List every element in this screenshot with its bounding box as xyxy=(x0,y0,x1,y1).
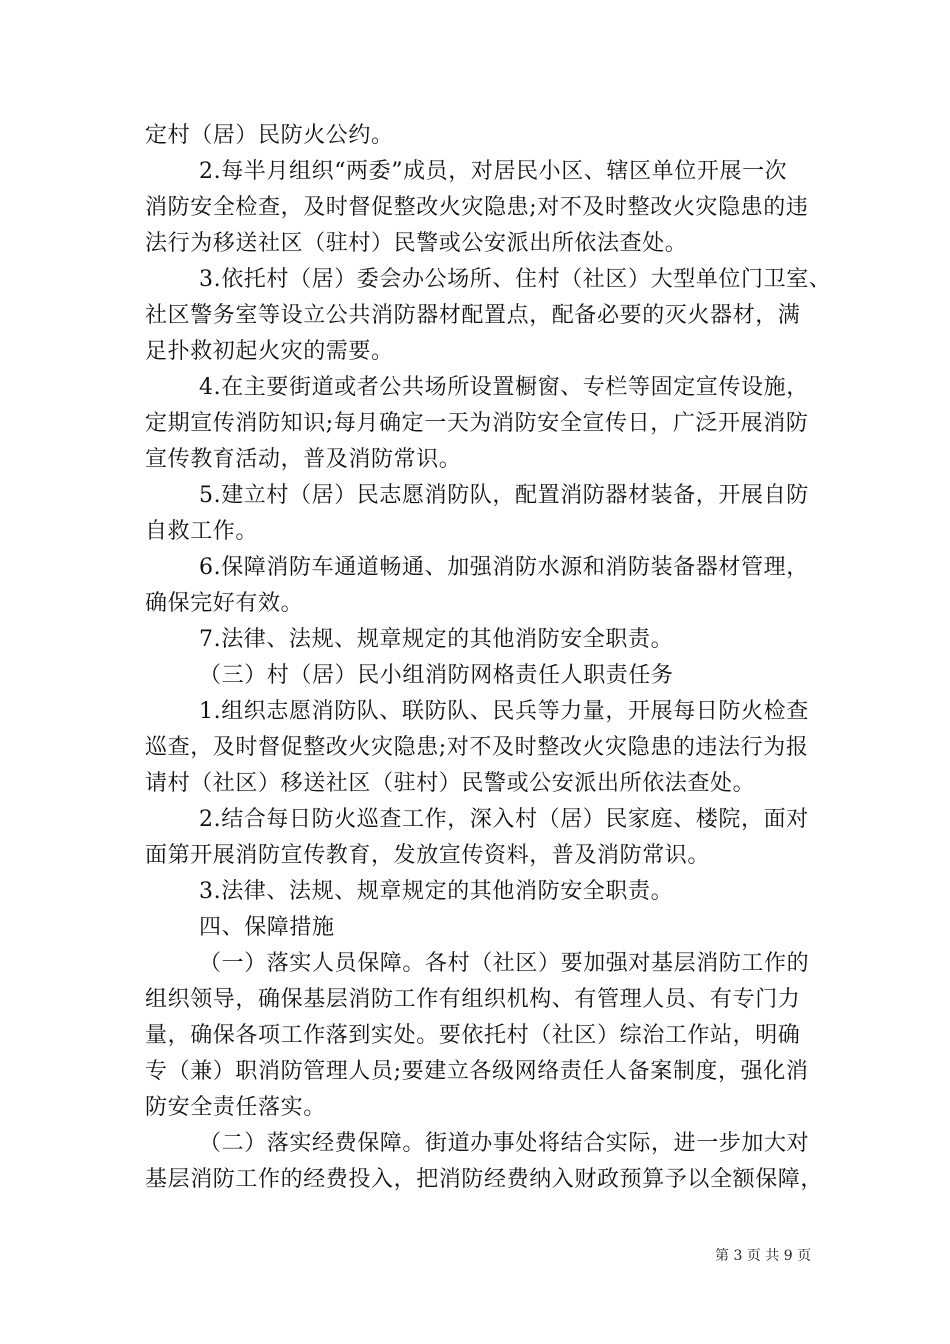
text-line: 防安全责任落实。 xyxy=(145,1095,326,1120)
text-line: 足扑救初起火灾的需要。 xyxy=(145,339,394,364)
text-line: 自救工作。 xyxy=(145,519,259,544)
text-line: 2.结合每日防火巡查工作，深入村（居）民家庭、楼院，面对 xyxy=(199,807,809,832)
text-line: 5.建立村（居）民志愿消防队，配置消防器材装备，开展自防 xyxy=(199,483,809,508)
text-line: 7.法律、法规、规章规定的其他消防安全职责。 xyxy=(199,627,674,652)
text-line: （一）落实人员保障。各村（社区）要加强对基层消防工作的 xyxy=(199,951,810,976)
text-line: 定期宣传消防知识;每月确定一天为消防安全宣传日，广泛开展消防 xyxy=(145,411,809,436)
text-line: 2.每半月组织“两委”成员，对居民小区、辖区单位开展一次 xyxy=(199,159,788,184)
text-line: 请村（社区）移送社区（驻村）民警或公安派出所依法查处。 xyxy=(145,771,756,796)
text-line: 定村（居）民防火公约。 xyxy=(145,123,394,148)
text-line: （二）落实经费保障。街道办事处将结合实际，进一步加大对 xyxy=(199,1131,810,1156)
text-line: 专（兼）职消防管理人员;要建立各级网络责任人备案制度，强化消 xyxy=(145,1059,809,1084)
text-line: 3.法律、法规、规章规定的其他消防安全职责。 xyxy=(199,879,674,904)
text-line: 量，确保各项工作落到实处。要依托村（社区）综治工作站，明确 xyxy=(145,1023,801,1048)
text-line: 社区警务室等设立公共消防器材配置点，配备必要的灭火器材，满 xyxy=(145,303,801,328)
text-line: 面第开展消防宣传教育，发放宣传资料，普及消防常识。 xyxy=(145,843,711,868)
text-line: 组织领导，确保基层消防工作有组织机构、有管理人员、有专门力 xyxy=(145,987,801,1012)
text-line: 3.依托村（居）委会办公场所、住村（社区）大型单位门卫室、 xyxy=(199,267,832,292)
section-heading: （三）村（居）民小组消防网格责任人职责任务 xyxy=(199,663,674,688)
text-line: 法行为移送社区（驻村）民警或公安派出所依法查处。 xyxy=(145,231,688,256)
text-line: 消防安全检查，及时督促整改火灾隐患;对不及时整改火灾隐患的违 xyxy=(145,195,809,220)
text-line: 基层消防工作的经费投入，把消防经费纳入财政预算予以全额保障， xyxy=(145,1167,824,1192)
section-heading: 四、保障措施 xyxy=(199,915,335,940)
text-line: 1.组织志愿消防队、联防队、民兵等力量，开展每日防火检查 xyxy=(199,699,809,724)
page-number: 第 3 页 共 9 页 xyxy=(715,1248,812,1264)
text-line: 确保完好有效。 xyxy=(145,591,304,616)
text-line: 6.保障消防车通道畅通、加强消防水源和消防装备器材管理， xyxy=(199,555,809,580)
text-line: 宣传教育活动，普及消防常识。 xyxy=(145,447,462,472)
text-line: 4.在主要街道或者公共场所设置橱窗、专栏等固定宣传设施， xyxy=(199,375,809,400)
text-line: 巡查，及时督促整改火灾隐患;对不及时整改火灾隐患的违法行为报 xyxy=(145,735,809,760)
